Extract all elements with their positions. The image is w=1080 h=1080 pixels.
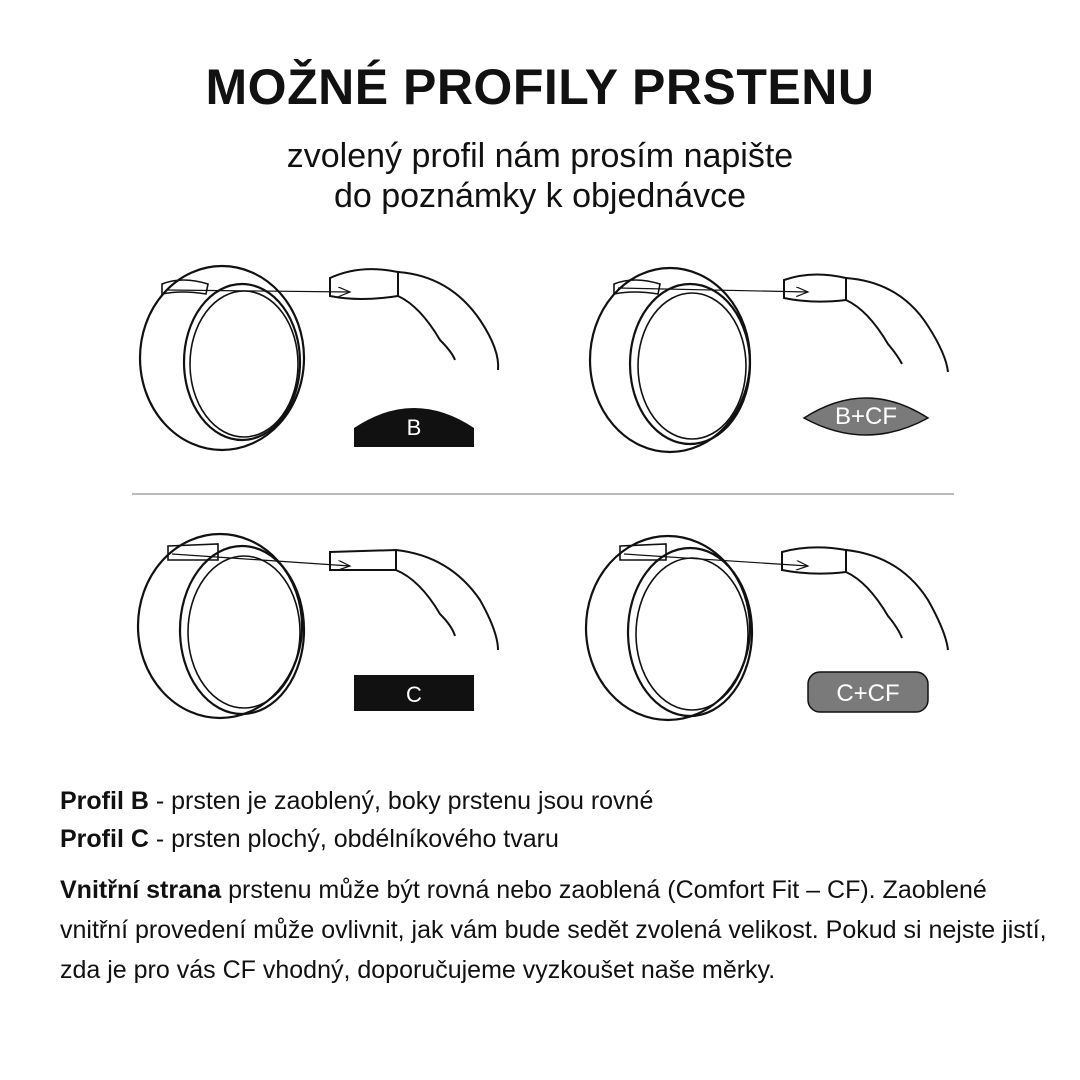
- profile-badge-bcf: [804, 398, 928, 435]
- inner-side-text: prstenu může být rovná nebo zaoblená (Comfort Fit – CF). Zaoblené vnitřní provedení může ovlivnit, jak vám bude sedět zvolená velikost. Pokud si nejste jistí, zda je pro vás CF vhodný, doporučujeme vyzkoušet naše měrky.: [60, 876, 1047, 984]
- profile-badge-c: [354, 675, 474, 711]
- page-subtitle: [0, 136, 1080, 216]
- profile-c-text: - prsten plochý, obdélníkového tvaru: [148, 825, 559, 853]
- profile-descriptions: [60, 782, 1050, 990]
- profile-c-term: Profil C: [60, 825, 149, 853]
- profile-ccf-label: C+CF: [836, 680, 900, 707]
- profile-b-description: [60, 782, 1050, 820]
- profile-badge-ccf: [808, 672, 928, 712]
- profile-badge-b: [354, 408, 474, 447]
- subtitle-line-1: zvolený profil nám prosím napište: [286, 137, 794, 175]
- profile-c-description: [60, 820, 1050, 858]
- subtitle-line-2: do poznámky k objednávce: [333, 177, 747, 215]
- inner-side-term: Vnitřní strana: [60, 876, 222, 904]
- page-title: MOŽNÉ PROFILY PRSTENU: [205, 59, 875, 115]
- profile-b-label: B: [406, 415, 422, 440]
- inner-side-description: [60, 870, 1050, 990]
- ring-profiles-illustration: [0, 240, 1080, 740]
- profile-bcf-label: B+CF: [834, 403, 898, 430]
- profile-b-term: Profil B: [60, 787, 149, 815]
- profile-c-label: C: [406, 682, 422, 707]
- profile-b-text: - prsten je zaoblený, boky prstenu jsou rovné: [148, 787, 654, 815]
